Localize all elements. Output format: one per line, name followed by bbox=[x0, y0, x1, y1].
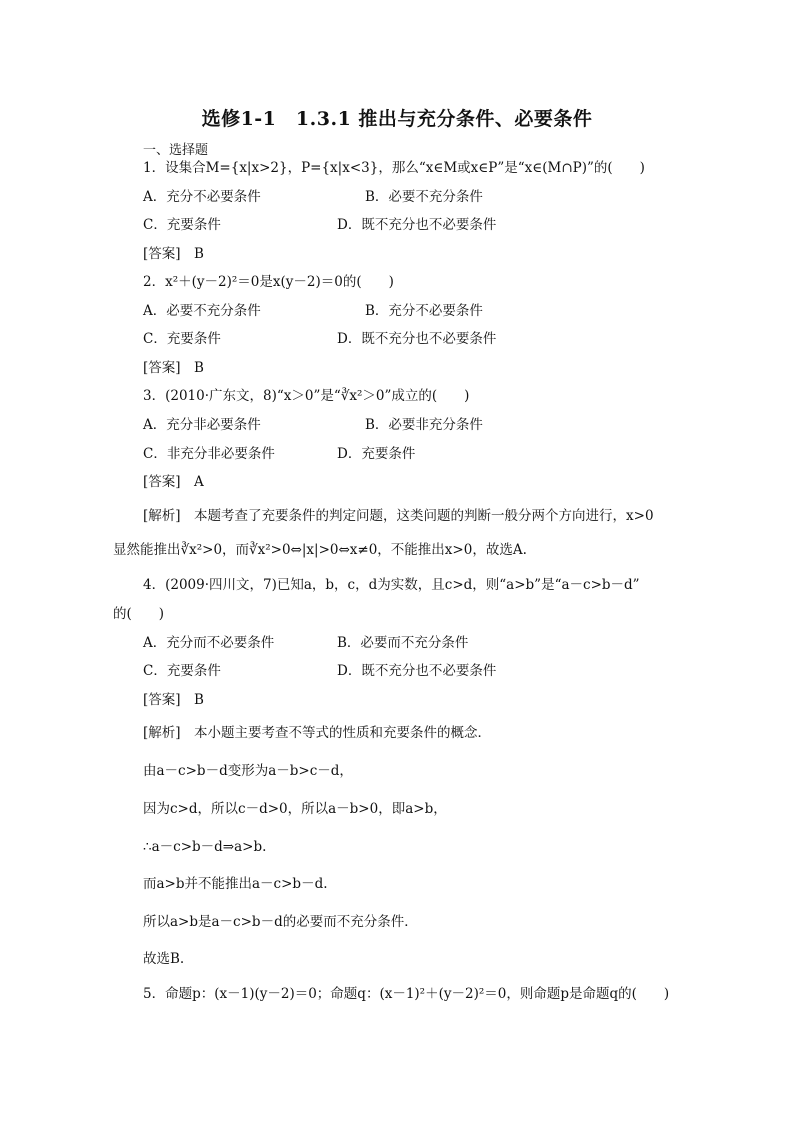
question-3-option-c: C．非充分非必要条件 bbox=[143, 446, 275, 462]
question-2-answer: [答案] B bbox=[143, 360, 204, 376]
question-2-option-a: A．必要不充分条件 bbox=[143, 303, 261, 319]
question-1-stem: 1．设集合M={x|x>2}，P={x|x<3}，那么“x∈M或x∈P”是“x∈(M∩P)”的( ) bbox=[143, 160, 645, 176]
question-4-analysis-line-5: 而a>b并不能推出a－c>b－d. bbox=[143, 876, 328, 892]
question-3-option-d: D．充要条件 bbox=[337, 446, 416, 462]
question-3-answer: [答案] A bbox=[143, 474, 204, 490]
question-2-option-b: B．充分不必要条件 bbox=[365, 303, 483, 319]
question-1-option-d: D．既不充分也不必要条件 bbox=[337, 217, 497, 233]
question-1-option-b: B．必要不充分条件 bbox=[365, 189, 483, 205]
question-4-stem-line-2: 的( ) bbox=[113, 606, 165, 622]
question-3-option-b: B．必要非充分条件 bbox=[365, 417, 483, 433]
question-4-option-b: B．必要而不充分条件 bbox=[337, 635, 469, 651]
question-1-answer: [答案] B bbox=[143, 246, 204, 262]
question-4-option-c: C．充要条件 bbox=[143, 663, 221, 679]
question-2-option-d: D．既不充分也不必要条件 bbox=[337, 331, 497, 347]
question-4-answer: [答案] B bbox=[143, 692, 204, 708]
page-title: 选修1-1 1.3.1 推出与充分条件、必要条件 bbox=[201, 108, 593, 130]
question-4-analysis-line-6: 所以a>b是a－c>b－d的必要而不充分条件． bbox=[143, 914, 418, 930]
question-3-stem: 3．(2010·广东文，8)“x＞0”是“∛x²＞0”成立的( ) bbox=[143, 388, 470, 404]
section-heading: 一、选择题 bbox=[143, 143, 209, 158]
question-4-option-a: A．充分而不必要条件 bbox=[143, 635, 275, 651]
question-4-stem-line-1: 4．(2009·四川文，7)已知a，b，c，d为实数，且c>d，则“a>b”是“a－c>b－d” bbox=[143, 577, 640, 593]
question-1-option-c: C．充要条件 bbox=[143, 217, 221, 233]
question-3-analysis-line-1: [解析] 本题考查了充要条件的判定问题，这类问题的判断一般分两个方向进行，x>0 bbox=[143, 508, 654, 524]
question-3-analysis-line-2: 显然能推出∛x²>0，而∛x²>0⇔|x|>0⇔x≠0，不能推出x>0，故选A. bbox=[113, 542, 527, 558]
question-2-option-c: C．充要条件 bbox=[143, 331, 221, 347]
question-1-option-a: A．充分不必要条件 bbox=[143, 189, 261, 205]
question-4-analysis-line-4: ∴a－c>b－d⇒a>b. bbox=[143, 839, 267, 855]
question-2-stem: 2．x²＋(y－2)²＝0是x(y－2)＝0的( ) bbox=[143, 274, 394, 290]
question-4-analysis-line-7: 故选B. bbox=[143, 951, 185, 967]
question-4-option-d: D．既不充分也不必要条件 bbox=[337, 663, 497, 679]
question-3-option-a: A．充分非必要条件 bbox=[143, 417, 261, 433]
question-5-stem: 5．命题p：(x－1)(y－2)＝0；命题q：(x－1)²＋(y－2)²＝0，则命题p是命题q的( ) bbox=[143, 986, 670, 1002]
question-4-analysis-line-1: [解析] 本小题主要考查不等式的性质和充要条件的概念． bbox=[143, 725, 492, 741]
question-4-analysis-line-3: 因为c>d，所以c－d>0，所以a－b>0，即a>b， bbox=[143, 801, 447, 817]
question-4-analysis-line-2: 由a－c>b－d变形为a－b>c－d， bbox=[143, 763, 353, 779]
